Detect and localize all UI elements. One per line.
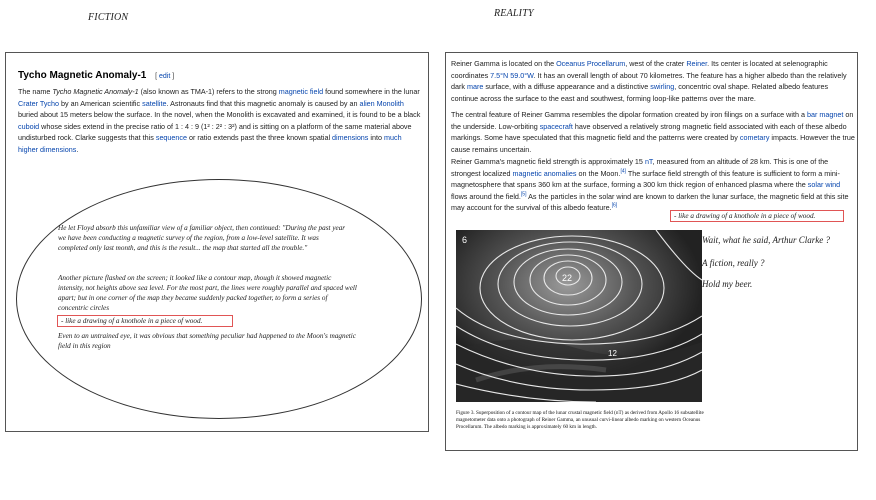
reality-paragraph-2: The central feature of Reiner Gamma resembles the dipolar formation created by iron filings on a surface with a bar magnet on the underside. Low-orbiting spacecraft have observed a relatively strong magnetic field associated with each of these albedo markings. Some have speculated that this magnetic field and the patterns were created by cometary impacts. However the true cause remains uncertain. [451, 110, 855, 154]
highlight-quote-reality: - like a drawing of a knothole in a piece of wood. [670, 210, 844, 222]
reality-panel [445, 52, 858, 451]
link-swirling[interactable]: swirling [650, 82, 675, 92]
link-solar-wind[interactable]: solar wind [807, 180, 841, 190]
link-satellite[interactable]: satellite [142, 98, 167, 108]
citation-6[interactable]: [6] [611, 202, 618, 209]
magnetic-contour-photo [456, 230, 702, 402]
figure-caption: Figure 3. Superposition of a contour map of the lunar crustal magnetic field (nT) as derived from Apollo 16 subsatellite magnetometer data onto a photograph of Reiner Gamma, an unusual curvi-linear albedo marking on western Oceanus Procellarum. The albedo marking is approximately 60 km in length. [456, 410, 704, 430]
novel-quote-2: Another picture flashed on the screen; it looked like a contour map, though it showed magnetic intensity, not heights above sea level. For the most part, the lines were roughly parallel and spaced well apart; but in one corner of the map they became suddenly packed together, to form a series of concentric circles [58, 274, 357, 312]
link-oceanus-procellarum[interactable]: Oceanus Procellarum [556, 59, 626, 68]
link-mare[interactable]: mare [466, 82, 484, 92]
highlight-quote-fiction: - like a drawing of a knothole in a piece of wood. [57, 315, 233, 327]
link-magnetic-anomalies[interactable]: magnetic anomalies [512, 168, 577, 178]
contour-map-svg [456, 230, 702, 402]
link-spacecraft[interactable]: spacecraft [539, 121, 573, 131]
link-magnetic-field[interactable]: magnetic field [278, 87, 324, 96]
fiction-heading: FICTION [88, 12, 129, 23]
link-bar-magnet[interactable]: bar magnet [806, 110, 844, 119]
edit-link[interactable]: edit [159, 73, 171, 80]
article-title [18, 70, 174, 81]
link-cometary[interactable]: cometary [739, 133, 770, 143]
commentary-line-2: A fiction, really ? [702, 258, 765, 268]
article-paragraph: The name Tycho Magnetic Anomaly-1 (also known as TMA-1) refers to the strong magnetic field found somewhere in the lunar Crater Tycho by an American scientific satellite. Astronauts find that this magnetic anomaly is caused by an alien Monolith buried about 15 meters below the surface. In the novel, when the Monolith is excavated and examined, it is found to be a black cuboid whose sides extend in the precise ratio of 1 : 4 : 9 (1² : 2² : 3²) and is sitting on a platform of the same material above undisturbed rock. Clarke suggests that this sequence or ratio extends past the three known spatial dimensions into much higher dimensions. [18, 87, 421, 154]
fiction-panel [5, 52, 429, 432]
edit-section: [ edit ] [155, 73, 175, 80]
link-crater-tycho[interactable]: Crater Tycho [18, 98, 60, 108]
link-cuboid[interactable]: cuboid [18, 121, 40, 131]
link-reiner[interactable]: Reiner [686, 59, 708, 68]
link-alien[interactable]: alien [359, 98, 375, 108]
map-label-center: 22 [562, 273, 573, 283]
link-higher-dimensions[interactable]: much higher dimensions [18, 133, 402, 154]
link-dimensions[interactable]: dimensions [332, 133, 369, 143]
link-monolith[interactable]: Monolith [376, 98, 404, 108]
article-title-text: Tycho Magnetic Anomaly-1 [18, 70, 147, 81]
citation-5[interactable]: [5] [520, 191, 527, 198]
link-coordinates[interactable]: 7.5°N 59.0°W [490, 70, 534, 80]
novel-quote-1: He let Floyd absorb this unfamiliar view of a familiar object, then continued: "During the past year we have been conducting a magnetic survey of the region, from a low-level satellite. It was completed only last month, and this is the result... the map that started all the trouble." [58, 224, 346, 252]
commentary-line-3: Hold my beer. [702, 279, 753, 289]
link-nt[interactable]: nT [644, 157, 653, 166]
map-label-lower: 12 [608, 349, 617, 358]
map-label-corner: 6 [462, 235, 468, 245]
reality-heading: REALITY [494, 8, 534, 19]
commentary-line-1: Wait, what he said, Arthur Clarke ? [702, 235, 831, 245]
reality-paragraph-1: Reiner Gamma is located on the Oceanus Procellarum, west of the crater Reiner. Its center is located at selenographic coordinates 7.5°N 59.0°W. It has an overall length of about 70 kilometres. The feature has a higher albedo than the relatively dark mare surface, with a diffuse appearance and a distinctive swirling, concentric oval shape. Related albedo features continue across the surface to the east and southwest, forming loop-like patterns over the mare. [451, 59, 847, 103]
citation-4[interactable]: [4] [620, 168, 626, 175]
reality-paragraph-3: Reiner Gamma's magnetic field strength is approximately 15 nT, measured from an altitude of 28 km. This is one of the strongest localized magnetic anomalies on the Moon.[4] The surface field strength of this feature is sufficient to form a mini-magnetosphere that spans 360 km at the surface, forming a 300 km thick region of enhanced plasma where the solar wind flows around the field.[5] As the particles in the solar wind are known to darken the lunar surface, the magnetic field at this site may account for the survival of this albedo feature.[6] [451, 157, 849, 213]
novel-quote-3: Even to an untrained eye, it was obvious that something peculiar had happened to the Moon's magnetic field in this region [58, 332, 356, 350]
link-sequence[interactable]: sequence [155, 133, 188, 143]
